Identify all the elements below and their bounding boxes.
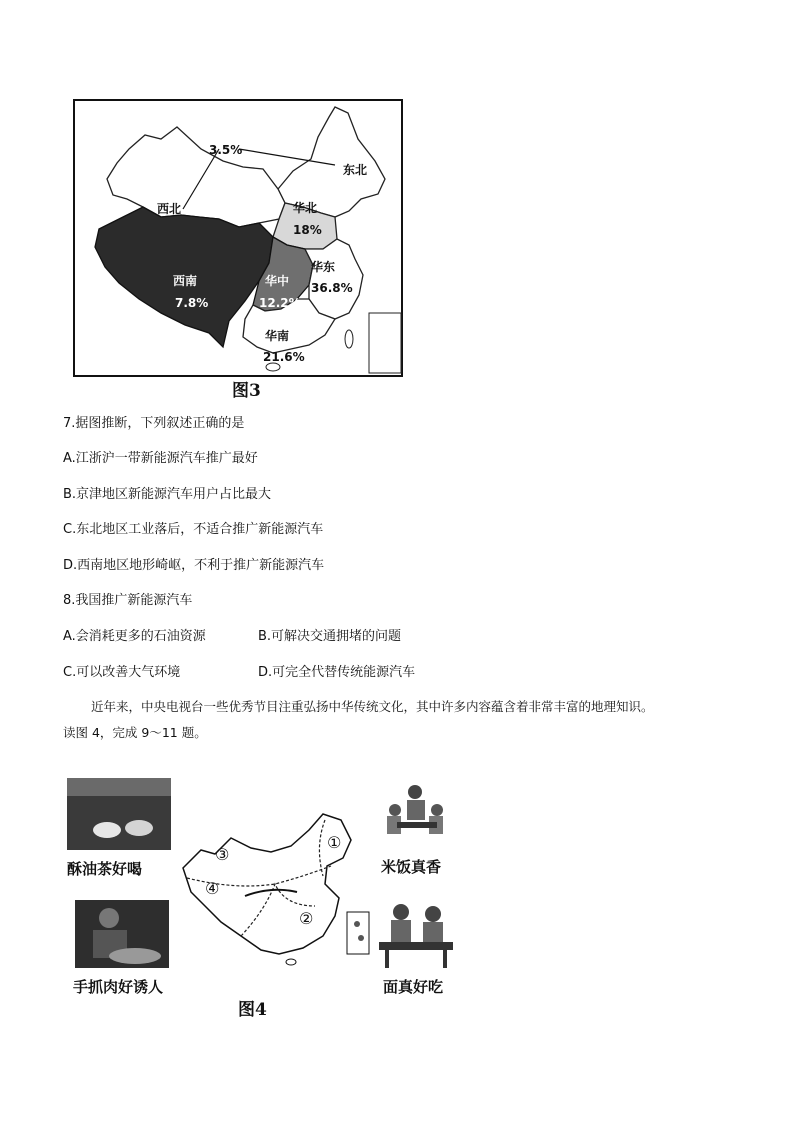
photo-butter-tea — [67, 778, 171, 850]
marker-1: ① — [327, 833, 342, 852]
photo-label-hand-mutton: 手抓肉好诱人 — [73, 978, 164, 996]
passage-line-1: 近年来，中央电视台一些优秀节目注重弘扬中华传统文化，其中许多内容蕴含着非常丰富的地理知识。 — [91, 699, 654, 714]
photo-label-noodles: 面真好吃 — [383, 978, 444, 996]
label-huabei-value: 18% — [293, 223, 322, 237]
label-dongbei-name: 东北 — [343, 163, 368, 177]
figure-4-caption: 图4 — [238, 1000, 267, 1020]
label-huazhong-name: 华中 — [265, 274, 290, 288]
label-xinan-name: 西南 — [173, 274, 198, 288]
figure-3-map — [73, 99, 403, 377]
island-taiwan — [345, 330, 353, 348]
noodles-image — [345, 898, 457, 970]
figure-4-map — [175, 806, 365, 966]
question-8-stem: 8.我国推广新能源汽车 — [63, 593, 193, 608]
photo-hand-mutton — [75, 900, 169, 968]
label-dongbei-value: 3.5% — [209, 143, 243, 157]
label-huanan-value: 21.6% — [263, 350, 305, 364]
photo-noodles — [345, 898, 457, 970]
south-china-sea-inset — [369, 313, 401, 373]
figure-3-caption: 图3 — [232, 381, 261, 401]
label-huabei-name: 华北 — [293, 201, 318, 215]
question-8-option-b: B.可解决交通拥堵的问题 — [258, 629, 402, 644]
label-huanan-name: 华南 — [265, 329, 290, 343]
figure-4 — [67, 778, 457, 1003]
figure-3-svg — [73, 99, 403, 377]
question-8-option-d: D.可完全代替传统能源汽车 — [258, 665, 416, 680]
question-7-stem: 7.据图推断，下列叙述正确的是 — [63, 416, 245, 431]
island-hainan-fig4 — [286, 959, 296, 965]
rice-image — [381, 782, 451, 844]
marker-3: ③ — [215, 845, 230, 864]
photo-rice — [381, 782, 451, 844]
question-7-option-d: D.西南地区地形崎岖，不利于推广新能源汽车 — [63, 558, 325, 573]
label-xibei-name: 西北 — [157, 202, 182, 216]
question-8-option-c: C.可以改善大气环境 — [63, 665, 181, 680]
marker-4: ④ — [205, 879, 220, 898]
marker-2: ② — [299, 909, 314, 928]
hand-mutton-image — [75, 900, 169, 968]
label-xinan-value: 7.8% — [175, 296, 209, 310]
reading-passage — [63, 694, 733, 746]
passage-line-2: 读图 4，完成 9～11 题。 — [63, 725, 207, 740]
label-huadong-value: 36.8% — [311, 281, 353, 295]
label-huadong-name: 华东 — [311, 260, 336, 274]
butter-tea-image — [67, 778, 171, 850]
island-hainan — [266, 363, 280, 371]
photo-label-butter-tea: 酥油茶好喝 — [67, 860, 143, 878]
label-huazhong-value: 12.2% — [259, 296, 301, 310]
question-7-option-c: C.东北地区工业落后，不适合推广新能源汽车 — [63, 522, 324, 537]
question-8-option-a: A.会消耗更多的石油资源 — [63, 629, 206, 644]
photo-label-rice: 米饭真香 — [381, 858, 442, 876]
question-7-option-b: B.京津地区新能源汽车用户占比最大 — [63, 487, 272, 502]
question-7-option-a: A.江浙沪一带新能源汽车推广最好 — [63, 451, 258, 466]
